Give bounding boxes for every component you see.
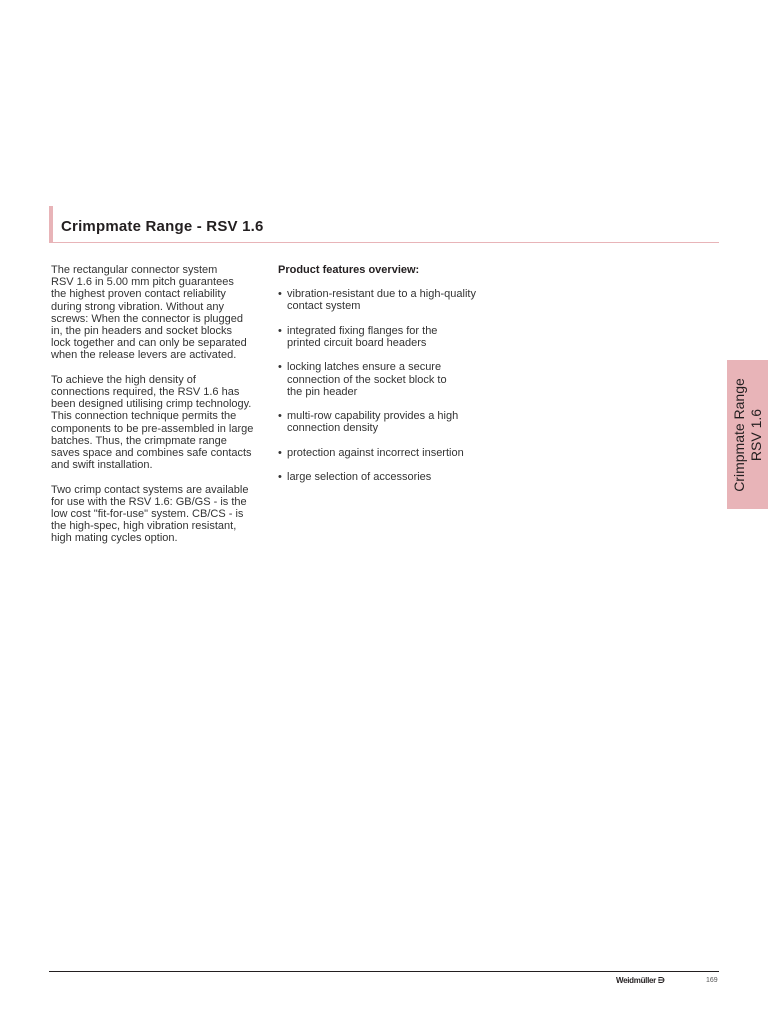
intro-paragraph-2: To achieve the high density of connections required, the RSV 1.6 has been designed utilising crimp technology. This connection technique permits the components to be pre-assembled in large batches. Thus, the crimpmate range saves space and combines safe contacts and swift installation. [51,373,254,472]
feature-item: • multi-row capability provides a high connection density [278,410,508,434]
brand-logo: Weidmüller ⋻ [616,976,665,985]
features-column [278,264,508,496]
feature-list [278,288,508,483]
feature-item: • integrated fixing flanges for the printed circuit board headers [278,325,508,349]
page-number: 169 [706,977,718,984]
side-tab-line-2: RSV 1.6 [747,408,764,461]
side-tab-line-1: Crimpmate Range [730,377,747,492]
section-title-bar [49,206,719,243]
feature-item: • vibration-resistant due to a high-quality contact system [278,288,508,312]
page-title: Crimpmate Range - RSV 1.6 [61,218,264,235]
feature-item: • locking latches ensure a secure connection of the socket block to the pin header [278,361,508,398]
intro-paragraph-3: Two crimp contact systems are available for use with the RSV 1.6: GB/GS - is the low cost "fit-for-use" system. CB/CS - is the high-spec, high vibration resistant, high mating cycles option. [51,483,249,545]
feature-item: • protection against incorrect insertion [278,447,508,459]
section-side-tab [727,360,768,509]
side-tab-label [731,378,765,492]
intro-text-column [51,264,266,557]
footer-divider [49,971,719,972]
feature-item: • large selection of accessories [278,471,508,483]
intro-paragraph-1: The rectangular connector system RSV 1.6 in 5.00 mm pitch guarantees the highest proven contact reliability during strong vibration. Without any screws: When the connector is plugged in, the pin headers and socket blocks lock together and can only be separated when the release levers are activated. [51,264,247,362]
features-heading: Product features overview: [278,264,420,276]
